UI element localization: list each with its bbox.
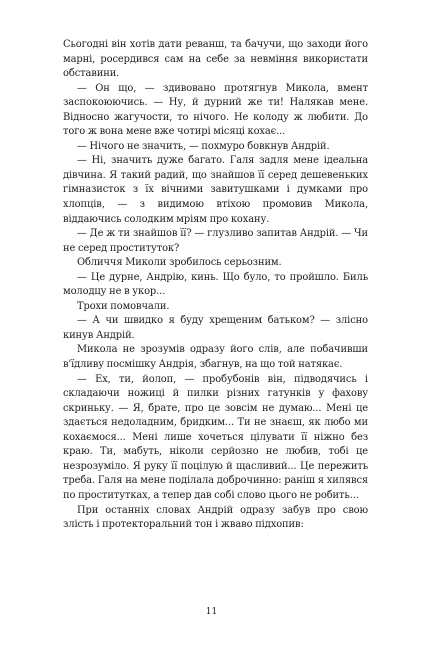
paragraph: Обличчя Миколи зробилось серьозним.	[77, 257, 282, 269]
paragraph: Трохи помовчали.	[77, 300, 170, 312]
paragraph: — А чи швидко я буду хрещеним батьком? — злісно кинув Андрій.	[63, 315, 368, 341]
paragraph: — Он що, — здивовано протягнув Микола, вмент заспокоюючись. — Ну, й дурний же ти! Налякав мене. Відносно жагучости, то нічого. Не колоду ж любити. До того ж вона мене вже чотирі місяці кохає...	[63, 82, 368, 138]
paragraph: — Ні, значить дуже багато. Галя задля мене ідеальна дівчина. Я такий радий, що знайшов її серед дешевеньких гімназисток з їх вічними завитушками і думками про хлопців, — з видимою втіхою промовив Микола, віддаючись солодким мріям про кохану.	[63, 155, 368, 225]
body-text	[63, 38, 368, 533]
paragraph: — Нічого не значить, — похмуро бовкнув Андрій.	[77, 140, 330, 152]
paragraph: — Ех, ти, йолоп, — пробубонів він, підводячись і складаючи ножиці й пилки різних гатунків у фахову скриньку. — Я, брате, про це зовсім не думаю... Мені це здається недоладним, бридким... Ти не знаєш, як любо ми кохаємося... Мені лише хочеться цілувати її ніжно без краю. Ти, мабуть, ніколи серйозно не любив, тобі це незрозуміло. Я руку її поцілую й щасливий... Це пережить треба. Галя на мене поділала доброчинно: раніш я хилявся по проститутках, а тепер дав собі слово цього не робить...	[63, 373, 368, 501]
paragraph: При останніх словах Андрій одразу забув про свою злість і протекторальний тон і жваво підхопив:	[63, 504, 368, 531]
paragraph: — Де ж ти знайшов її? — глузливо запитав Андрій. — Чи не серед проституток?	[63, 228, 368, 254]
page-number: 11	[205, 607, 218, 617]
paragraph: Микола не зрозумів одразу його слів, але побачивши в'їдливу посмішку Андрія, збагнув, на що той натякає.	[63, 344, 368, 371]
paragraph: Сьогодні він хотів дати реванш, та бачучи, що заходи його марні, росердився сам на себе за невміння використати обставини.	[63, 39, 368, 80]
paragraph: — Це дурне, Андрію, кинь. Що було, то пройшло. Биль молодцу не в укор...	[63, 271, 368, 298]
